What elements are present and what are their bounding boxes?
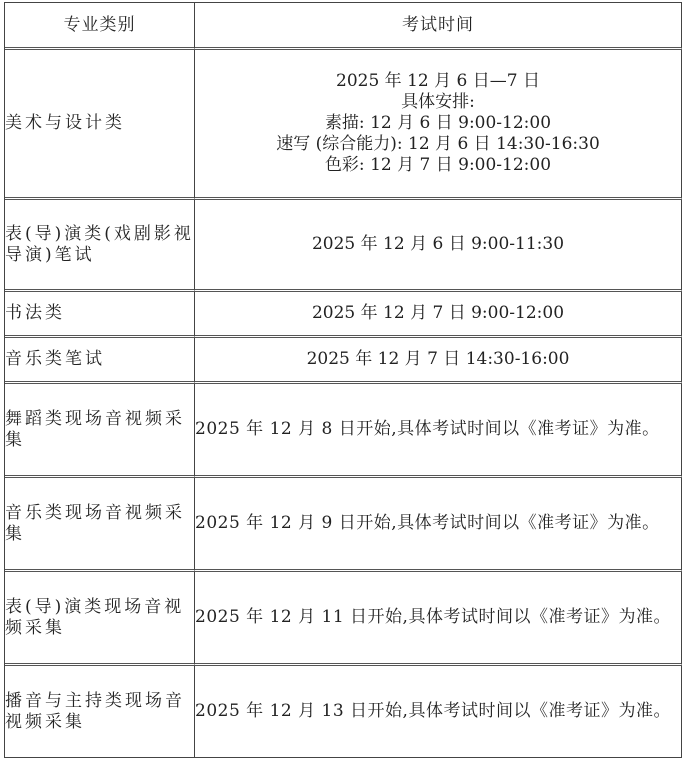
category-cell: 表(导)演类现场音视频采集 xyxy=(5,572,195,666)
table-row xyxy=(5,200,682,292)
exam-time-cell: 2025 年 12 月 11 日开始,具体考试时间以《准考证》为准。 xyxy=(195,572,682,666)
table-row xyxy=(5,338,682,384)
time-line: 2025 年 12 月 6 日—7 日 xyxy=(336,71,540,91)
time-line: 素描: 12 月 6 日 9:00-12:00 xyxy=(324,113,552,133)
exam-schedule-table xyxy=(4,2,682,758)
category-cell: 音乐类笔试 xyxy=(5,338,195,384)
table-header-row xyxy=(5,3,682,50)
time-line: 具体安排: xyxy=(401,92,475,112)
exam-time-cell: 2025 年 12 月 13 日开始,具体考试时间以《准考证》为准。 xyxy=(195,666,682,758)
table-row xyxy=(5,478,682,572)
exam-time-cell: 2025 年 12 月 8 日开始,具体考试时间以《准考证》为准。 xyxy=(195,384,682,478)
table-row xyxy=(5,50,682,200)
category-cell: 书法类 xyxy=(5,292,195,338)
table-row xyxy=(5,666,682,758)
category-cell: 舞蹈类现场音视频采集 xyxy=(5,384,195,478)
table-row xyxy=(5,292,682,338)
time-line: 色彩: 12 月 7 日 9:00-12:00 xyxy=(324,155,552,175)
category-cell: 美术与设计类 xyxy=(5,50,195,200)
exam-time-cell: 2025 年 12 月 6 日 9:00-11:30 xyxy=(195,200,682,292)
exam-time-cell: 2025 年 12 月 9 日开始,具体考试时间以《准考证》为准。 xyxy=(195,478,682,572)
exam-time-cell xyxy=(195,50,682,200)
header-category: 专业类别 xyxy=(5,3,195,50)
table-row xyxy=(5,384,682,478)
time-line: 速写 (综合能力): 12 月 6 日 14:30-16:30 xyxy=(276,134,600,154)
table-row xyxy=(5,572,682,666)
category-cell: 播音与主持类现场音视频采集 xyxy=(5,666,195,758)
category-cell: 表(导)演类(戏剧影视导演)笔试 xyxy=(5,200,195,292)
exam-time-cell: 2025 年 12 月 7 日 9:00-12:00 xyxy=(195,292,682,338)
category-cell: 音乐类现场音视频采集 xyxy=(5,478,195,572)
header-exam-time: 考试时间 xyxy=(195,3,682,50)
exam-time-cell: 2025 年 12 月 7 日 14:30-16:00 xyxy=(195,338,682,384)
